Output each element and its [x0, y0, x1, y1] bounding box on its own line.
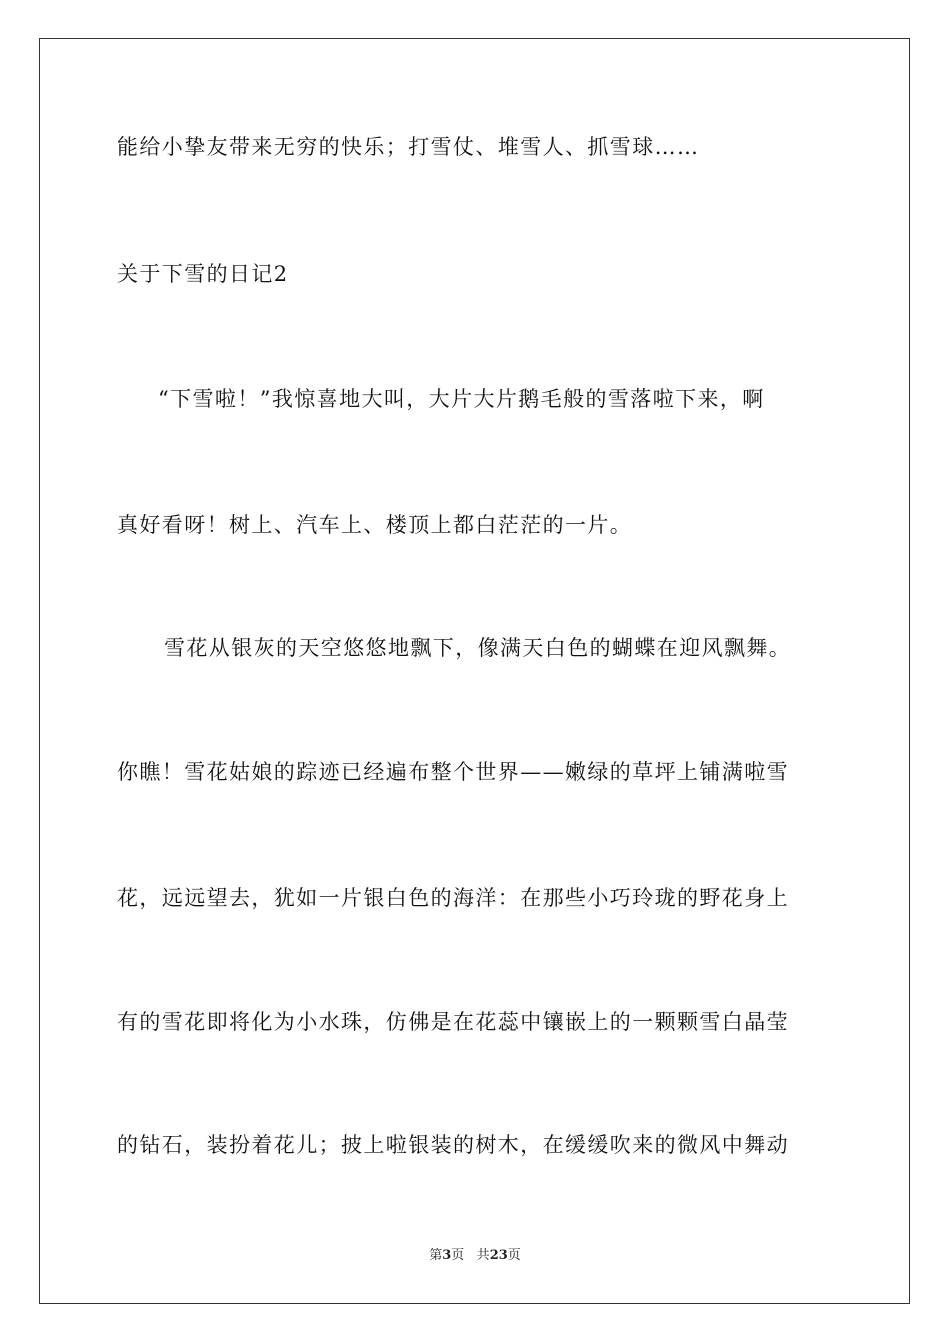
- text-line-1: 能给小挚友带来无穷的快乐；打雪仗、堆雪人、抓雪球……: [117, 135, 700, 159]
- page-number: 3: [442, 1248, 452, 1263]
- text-line-4: 雪花从银灰的天空悠悠地飘下，像满天白色的蝴蝶在迎风飘舞。: [164, 636, 792, 660]
- page-border: [39, 38, 910, 1304]
- page-suffix: 页: [451, 1248, 465, 1263]
- page-prefix: 第: [429, 1248, 443, 1263]
- text-line-2: “下雪啦！”我惊喜地大叫，大片大片鹅毛般的雪落啦下来，啊: [158, 387, 765, 411]
- text-line-7: 有的雪花即将化为小水珠，仿佛是在花蕊中镶嵌上的一颗颗雪白晶莹: [117, 1010, 789, 1034]
- total-pages: 23: [489, 1248, 508, 1263]
- text-line-6: 花，远远望去，犹如一片银白色的海洋：在那些小巧玲珑的野花身上: [117, 886, 789, 910]
- total-prefix: 共: [476, 1248, 490, 1263]
- text-line-8: 的钻石，装扮着花儿；披上啦银装的树木，在缓缓吹来的微风中舞动: [117, 1133, 789, 1157]
- text-line-5: 你瞧！雪花姑娘的踪迹已经遍布整个世界——嫩绿的草坪上铺满啦雪: [117, 760, 789, 784]
- total-suffix: 页: [507, 1248, 521, 1263]
- page-footer: [0, 1248, 950, 1264]
- section-heading: 关于下雪的日记2: [117, 262, 289, 286]
- text-line-3: 真好看呀！树上、汽车上、楼顶上都白茫茫的一片。: [117, 513, 633, 537]
